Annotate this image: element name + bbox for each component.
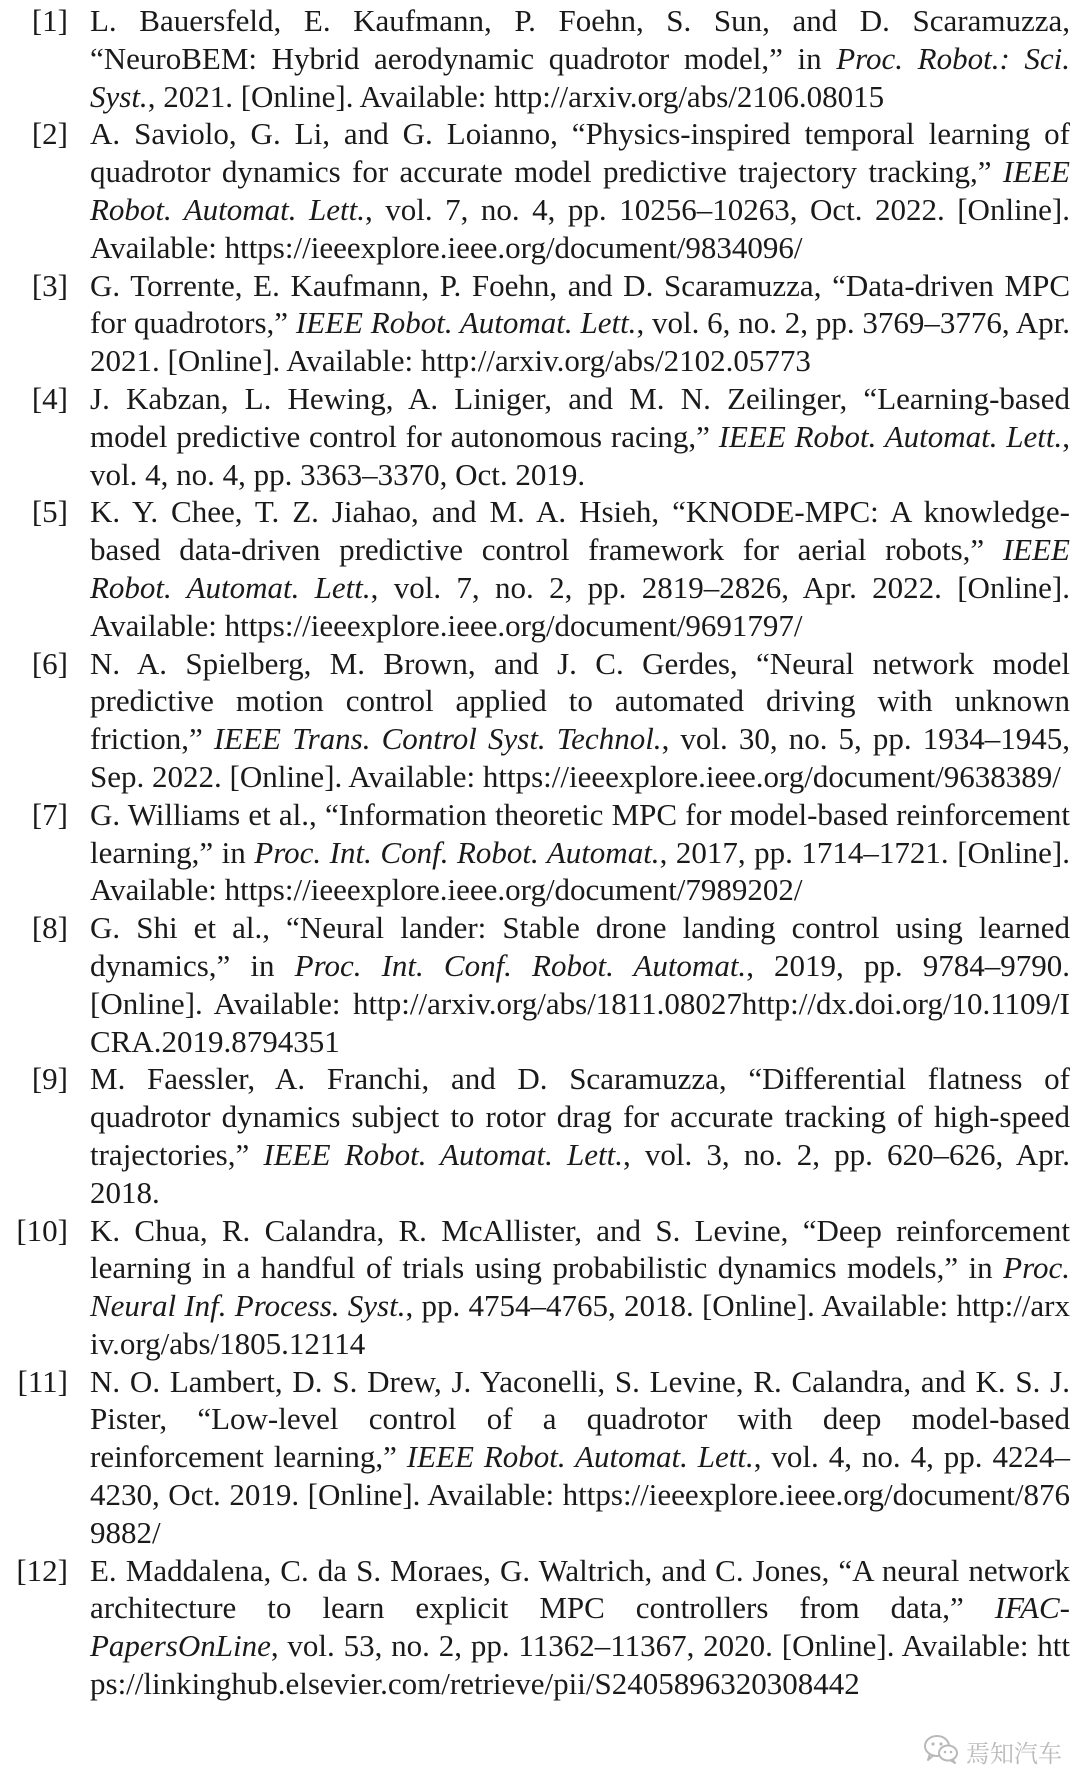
reference-details: , vol. 4, no. 4, pp. 4224–4230, Oct. 2019. [Online]. Available: [90, 1439, 1070, 1513]
reference-number: [7] [31, 796, 68, 832]
reference-item-6 [14, 645, 1074, 796]
reference-text [90, 267, 1070, 380]
reference-item-2 [14, 115, 1074, 266]
reference-number: [8] [31, 910, 68, 946]
reference-item-11 [14, 1363, 1074, 1552]
reference-item-9 [14, 1060, 1074, 1211]
reference-venue: IEEE Robot. Automat. Lett. [90, 154, 1070, 227]
reference-url[interactable]: https://ieeexplore.ieee.org/document/9638389/ [482, 758, 1061, 794]
reference-item-3 [14, 267, 1074, 380]
reference-text [90, 909, 1070, 1060]
reference-text [90, 493, 1070, 644]
reference-authors-title: L. Bauersfeld, E. Kaufmann, P. Foehn, S. Sun, and D. Scaramuzza, “NeuroBEM: Hybrid aerodynamic quadrotor model,” in [90, 3, 1070, 76]
reference-details: , vol. 30, no. 5, pp. 1934–1945, Sep. 2022. [Online]. Available: [90, 721, 1070, 794]
reference-number: [6] [31, 645, 68, 681]
reference-text [90, 1552, 1070, 1703]
reference-number: [10] [16, 1212, 68, 1248]
reference-number: [1] [31, 3, 68, 38]
reference-venue: IFAC-PapersOnLine [90, 1590, 1070, 1664]
reference-authors-title: J. Kabzan, L. Hewing, A. Liniger, and M. N. Zeilinger, “Learning-based model predictive control for autonomous racing,” [90, 380, 1070, 454]
reference-authors-title: M. Faessler, A. Franchi, and D. Scaramuzza, “Differential flatness of quadrotor dynamics subject to rotor drag for accurate tracking of high-speed trajectories,” [90, 1061, 1070, 1172]
reference-venue: IEEE Robot. Automat. Lett. [295, 305, 637, 341]
reference-number: [11] [17, 1363, 68, 1399]
reference-authors-title: G. Williams et al., “Information theoretic MPC for model-based reinforcement learning,” in [90, 796, 1070, 870]
reference-authors-title: E. Maddalena, C. da S. Moraes, G. Waltrich, and C. Jones, “A neural network architecture to learn explicit MPC controllers from data,” [90, 1552, 1070, 1626]
reference-list [14, 2, 1074, 1703]
reference-item-5 [14, 493, 1074, 644]
reference-details: , 2019, pp. 9784–9790. [Online]. Available: [90, 947, 1071, 1021]
reference-details: , vol. 7, no. 2, pp. 2819–2826, Apr. 2022. [Online]. Available: [90, 569, 1071, 643]
reference-text [90, 1060, 1070, 1211]
reference-url[interactable]: https://ieeexplore.ieee.org/document/7989202/ [224, 872, 803, 908]
reference-authors-title: G. Torrente, E. Kaufmann, P. Foehn, and D. Scaramuzza, “Data-driven MPC for quadrotors,” [90, 267, 1070, 341]
reference-text [90, 645, 1070, 796]
reference-url[interactable]: https://ieeexplore.ieee.org/document/8769882/ [90, 1477, 1070, 1550]
reference-text [90, 115, 1070, 266]
reference-number: [12] [16, 1552, 68, 1588]
reference-number: [9] [31, 1061, 68, 1097]
reference-item-7 [14, 796, 1074, 909]
reference-venue: IEEE Trans. Control Syst. Technol. [213, 721, 662, 757]
reference-venue: Proc. Int. Conf. Robot. Automat. [254, 834, 660, 870]
reference-text [90, 796, 1070, 909]
reference-details: , vol. 53, no. 2, pp. 11362–11367, 2020. [Online]. Available: [270, 1628, 1038, 1664]
reference-number: [5] [31, 494, 68, 530]
reference-details: , vol. 3, no. 2, pp. 620–626, Apr. 2018. [90, 1136, 1070, 1210]
reference-number: [4] [31, 380, 68, 416]
reference-authors-title: G. Shi et al., “Neural lander: Stable drone landing control using learned dynamics,” in [90, 910, 1070, 983]
reference-venue: IEEE Robot. Automat. Lett. [263, 1136, 623, 1172]
reference-number: [2] [31, 116, 68, 152]
reference-text [90, 380, 1070, 493]
reference-details: , vol. 4, no. 4, pp. 3363–3370, Oct. 2019. [90, 418, 1070, 492]
reference-item-10 [14, 1212, 1074, 1363]
reference-authors-title: K. Chua, R. Calandra, R. McAllister, and S. Levine, “Deep reinforcement learning in a handful of trials using probabilistic dynamics models,” in [90, 1212, 1070, 1286]
reference-text [90, 1212, 1070, 1363]
reference-venue: Proc. Int. Conf. Robot. Automat. [294, 947, 747, 983]
reference-venue: IEEE Robot. Automat. Lett. [90, 532, 1070, 605]
reference-details: , vol. 6, no. 2, pp. 3769–3776, Apr. 2021. [Online]. Available: [90, 305, 1070, 379]
reference-item-8 [14, 909, 1074, 1060]
reference-url[interactable]: http://arxiv.org/abs/1811.08027http://dx.doi.org/10.1109/ICRA.2019.8794351 [90, 985, 1070, 1059]
reference-authors-title: A. Saviolo, G. Li, and G. Loianno, “Physics-inspired temporal learning of quadrotor dynamics for accurate model predictive trajectory tracking,” [90, 116, 1070, 190]
reference-venue: Proc. Neural Inf. Process. Syst. [90, 1250, 1070, 1324]
reference-authors-title: N. A. Spielberg, M. Brown, and J. C. Gerdes, “Neural network model predictive motion control applied to automated driving with unknown friction,” [90, 645, 1070, 757]
reference-url[interactable]: http://arxiv.org/abs/2106.08015 [494, 78, 885, 114]
reference-url[interactable]: http://arxiv.org/abs/1805.12114 [90, 1288, 1071, 1361]
reference-details: , 2017, pp. 1714–1721. [Online]. Available: [90, 834, 1070, 908]
wechat-icon [924, 1734, 958, 1769]
reference-details: , pp. 4754–4765, 2018. [Online]. Available: [405, 1288, 957, 1324]
reference-authors-title: N. O. Lambert, D. S. Drew, J. Yaconelli, S. Levine, R. Calandra, and K. S. J. Pister, “Low-level control of a quadrotor with deep model-based reinforcement learning,” [90, 1363, 1070, 1475]
reference-details: , 2021. [Online]. Available: [147, 78, 495, 114]
reference-text [90, 1363, 1070, 1552]
reference-number: [3] [31, 267, 68, 303]
reference-details: , vol. 7, no. 4, pp. 10256–10263, Oct. 2022. [Online]. Available: [90, 191, 1070, 265]
reference-venue: IEEE Robot. Automat. Lett. [406, 1439, 754, 1475]
reference-item-4 [14, 380, 1074, 493]
reference-url[interactable]: http://arxiv.org/abs/2102.05773 [420, 343, 811, 379]
reference-venue: IEEE Robot. Automat. Lett. [718, 418, 1063, 454]
watermark-text: 焉知汽车 [966, 1740, 1062, 1768]
reference-url[interactable]: https://ieeexplore.ieee.org/document/9691797/ [224, 607, 803, 643]
reference-item-1 [14, 2, 1074, 115]
reference-url[interactable]: https://ieeexplore.ieee.org/document/9834096/ [224, 229, 803, 265]
watermark [924, 1734, 1062, 1769]
reference-url[interactable]: https://linkinghub.elsevier.com/retrieve/pii/S2405896320308442 [90, 1628, 1070, 1702]
reference-item-12 [14, 1552, 1074, 1703]
reference-authors-title: K. Y. Chee, T. Z. Jiahao, and M. A. Hsieh, “KNODE-MPC: A knowledge-based data-driven predictive control framework for aerial robots,” [90, 494, 1070, 568]
reference-venue: Proc. Robot.: Sci. Syst. [90, 40, 1070, 114]
reference-text [90, 2, 1070, 115]
